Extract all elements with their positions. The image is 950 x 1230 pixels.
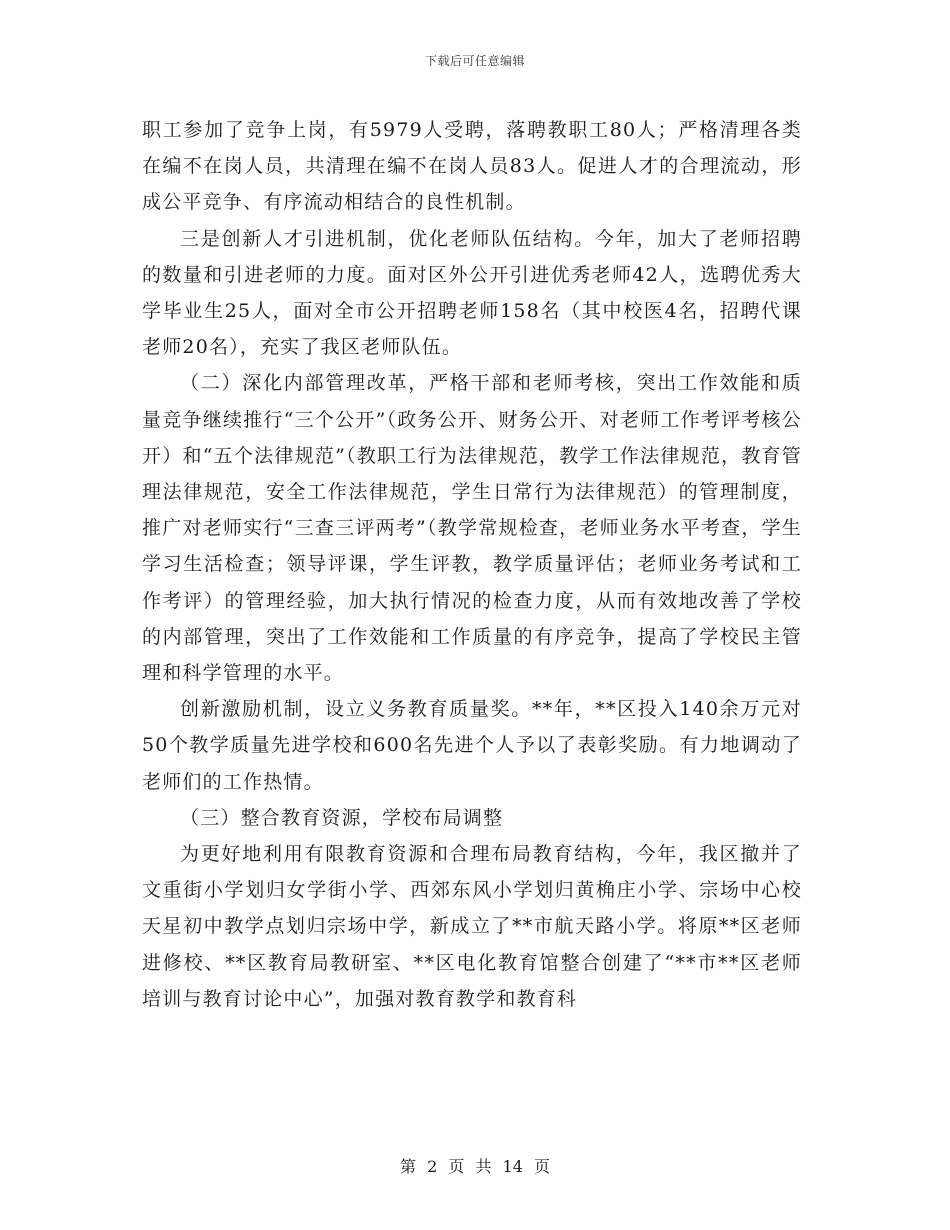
paragraph-5: 为更好地利用有限教育资源和合理布局教育结构，今年，我区撤并了文重街小学划归女学街小学、西郊东风小学划归黄桷庄小学、宗场中心校天星初中教学点划归宗场中学，新成立了**市航天路小学。将原**区老师进修校、**区教育局教研室、**区电化教育馆整合创建了“**市**区老师培训与教育讨论中心”，加强对教育教学和教育科: [142, 843, 802, 1010]
page-header-note: 下载后可任意编辑: [424, 54, 525, 68]
document-body: [142, 112, 802, 1017]
paragraph-4: 创新激励机制，设立义务教育质量奖。**年，**区投入140余万元对50个教学质量先进学校和600名先进个人予以了表彰奖励。有力地调动了老师们的工作热情。: [142, 698, 802, 793]
page-number-footer: 第 2 页 共 14 页: [400, 1157, 550, 1176]
paragraph-3: （二）深化内部管理改革，严格干部和老师考核，突出工作效能和质量竞争继续推行“三个公开”（政务公开、财务公开、对老师工作考评考核公开）和“五个法律规范”（教职工行为法律规范，教学工作法律规范，教育管理法律规范，安全工作法律规范，学生日常行为法律规范）的管理制度，推广对老师实行“三查三评两考”（教学常规检查，老师业务水平考查，学生学习生活检查；领导评课，学生评教，教学质量评估；老师业务考试和工作考评）的管理经验，加大执行情况的检查力度，从而有效地改善了学校的内部管理，突出了工作效能和工作质量的有序竞争，提高了学校民主管理和科学管理的水平。: [142, 372, 802, 685]
section-heading-3: （三）整合教育资源，学校布局调整: [180, 806, 504, 829]
paragraph-2: 三是创新人才引进机制，优化老师队伍结构。今年，加大了老师招聘的数量和引进老师的力度。面对区外公开引进优秀老师42人，选聘优秀大学毕业生25人，面对全市公开招聘老师158名（其中校医4名，招聘代课老师20名），充实了我区老师队伍。: [142, 227, 802, 359]
paragraph-1: 职工参加了竞争上岗，有5979人受聘，落聘教职工80人；严格清理各类在编不在岗人员，共清理在编不在岗人员83人。促进人才的合理流动，形成公平竞争、有序流动相结合的良性机制。: [142, 119, 802, 214]
